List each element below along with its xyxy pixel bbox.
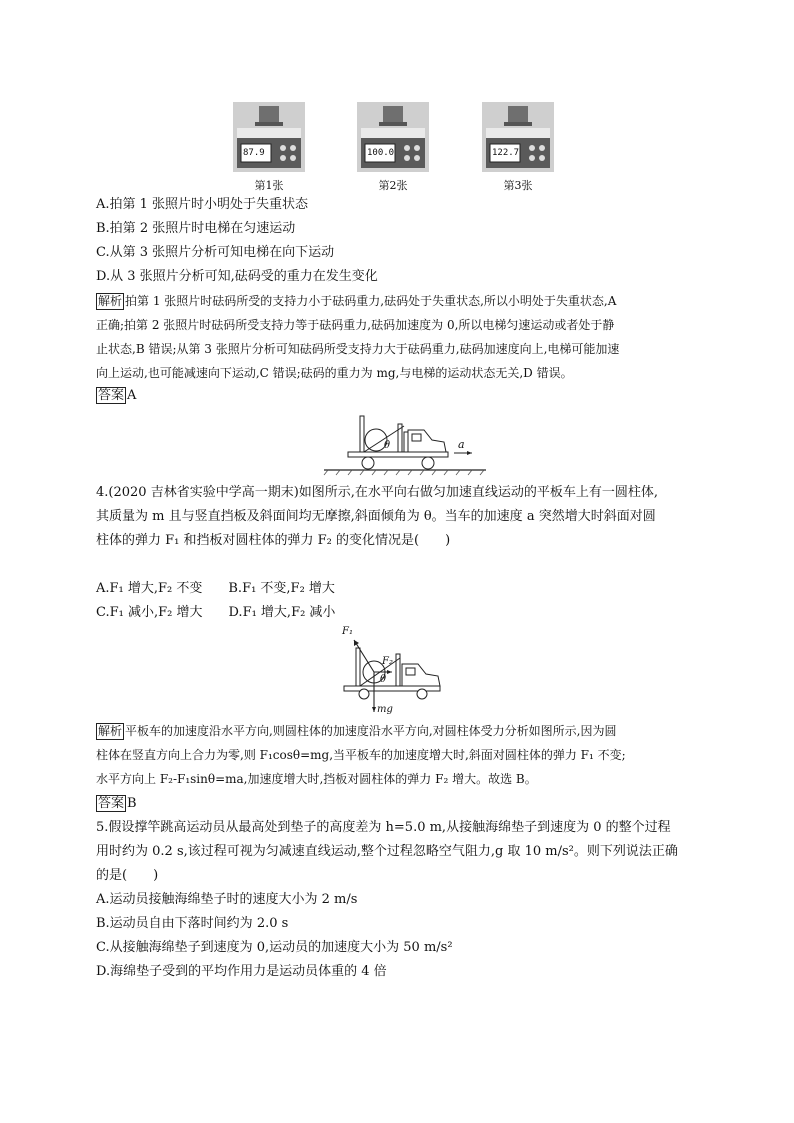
q5-stem-line-1: 5.假设撑竿跳高运动员从最高处到垫子的高度差为 h=5.0 m,从接触海绵垫子到速度为 0 的整个过程 — [96, 820, 671, 835]
angle-theta-label: θ — [380, 674, 387, 685]
analysis-line: 水平方向上 F₂-F₁sinθ=ma,加速度增大时,挡板对圆柱体的弹力 F₂ 增大。故选 B。 — [96, 772, 537, 786]
q3-option-a: A.拍第 1 张照片时小明处于失重状态 — [96, 197, 309, 212]
force-f1-label: F₁ — [342, 626, 353, 637]
q4-stem-line-3: 柱体的弹力 F₁ 和挡板对圆柱体的弹力 F₂ 的变化情况是( ) — [96, 533, 451, 548]
figure-force-analysis — [340, 624, 450, 718]
q4-stem-line-2: 其质量为 m 且与竖直挡板及斜面间均无摩擦,斜面倾角为 θ。当车的加速度 a 突然增大时斜面对圆 — [96, 509, 656, 524]
answer-label: 答案 — [98, 796, 125, 811]
photo-caption-1: 第1张 — [254, 179, 284, 192]
q5-option-c: C.从接触海绵垫子到速度为 0,运动员的加速度大小为 50 m/s² — [96, 940, 453, 955]
q3-option-c: C.从第 3 张照片分析可知电梯在向下运动 — [96, 245, 335, 260]
q5-option-b: B.运动员自由下落时间约为 2.0 s — [96, 916, 289, 931]
figure-cart-1 — [320, 410, 490, 476]
q5-option-d: D.海绵垫子受到的平均作用力是运动员体重的 4 倍 — [96, 964, 387, 979]
q4-answer — [96, 795, 137, 812]
q3-option-d: D.从 3 张照片分析可知,砝码受的重力在发生变化 — [96, 269, 378, 284]
q4-options-row-1: A.F₁ 增大,F₂ 不变 B.F₁ 不变,F₂ 增大 — [96, 581, 335, 596]
analysis-line: 向上运动,也可能减速向下运动,C 错误;砝码的重力为 mg,与电梯的运动状态无关,D 错误。 — [96, 366, 573, 380]
q4-analysis — [96, 719, 626, 791]
scale-reading-3: 122.7 — [492, 148, 520, 158]
scale-photo-1 — [233, 102, 305, 172]
scale-reading-2: 100.0 — [367, 148, 395, 158]
q5-option-a: A.运动员接触海绵垫子时的速度大小为 2 m/s — [96, 892, 358, 907]
analysis-line: 柱体在竖直方向上合力为零,则 F₁cosθ=mg,当平板车的加速度增大时,斜面对圆柱体的弹力 F₁ 不变; — [96, 748, 626, 762]
analysis-line: 正确;拍第 2 张照片时砝码所受支持力等于砝码重力,砝码加速度为 0,所以电梯匀速运动或者处于静 — [96, 318, 615, 332]
scale-photo-3 — [482, 102, 554, 172]
q4-options-row-2: C.F₁ 减小,F₂ 增大 D.F₁ 增大,F₂ 减小 — [96, 605, 336, 620]
q3-analysis — [96, 289, 619, 385]
q5-stem-line-2: 用时约为 0.2 s,该过程可视为匀减速直线运动,整个过程忽略空气阻力,g 取 10 m/s²。则下列说法正确 — [96, 844, 678, 859]
q3-answer — [96, 387, 136, 404]
analysis-label: 解析 — [98, 294, 123, 308]
q3-option-b: B.拍第 2 张照片时电梯在匀速运动 — [96, 221, 296, 236]
answer-value: A — [127, 388, 137, 403]
angle-theta-label: θ — [384, 440, 391, 451]
analysis-line: 平板车的加速度沿水平方向,则圆柱体的加速度沿水平方向,对圆柱体受力分析如图所示,因为圆 — [125, 724, 617, 738]
photo-caption-2: 第2张 — [378, 179, 408, 192]
acceleration-label: a — [458, 438, 465, 451]
scale-photo-2 — [357, 102, 429, 172]
q5-stem-line-3: 的是( ) — [96, 868, 159, 883]
analysis-line: 拍第 1 张照片时砝码所受的支持力小于砝码重力,砝码处于失重状态,所以小明处于失重状态,A — [125, 294, 617, 308]
answer-value: B — [127, 796, 137, 811]
analysis-label: 解析 — [98, 724, 123, 738]
gravity-mg-label: mg — [377, 704, 393, 715]
analysis-line: 止状态,B 错误;从第 3 张照片分析可知砝码所受支持力大于砝码重力,砝码加速度向上,电梯可能加速 — [96, 342, 620, 356]
scale-reading-1: 87.9 — [243, 148, 265, 158]
q4-stem-line-1: 4.(2020 吉林省实验中学高一期末)如图所示,在水平向右做匀加速直线运动的平板车上有一圆柱体, — [96, 485, 659, 500]
force-f2-label: F₂ — [382, 656, 393, 667]
answer-label: 答案 — [98, 388, 125, 403]
photo-caption-3: 第3张 — [503, 179, 533, 192]
